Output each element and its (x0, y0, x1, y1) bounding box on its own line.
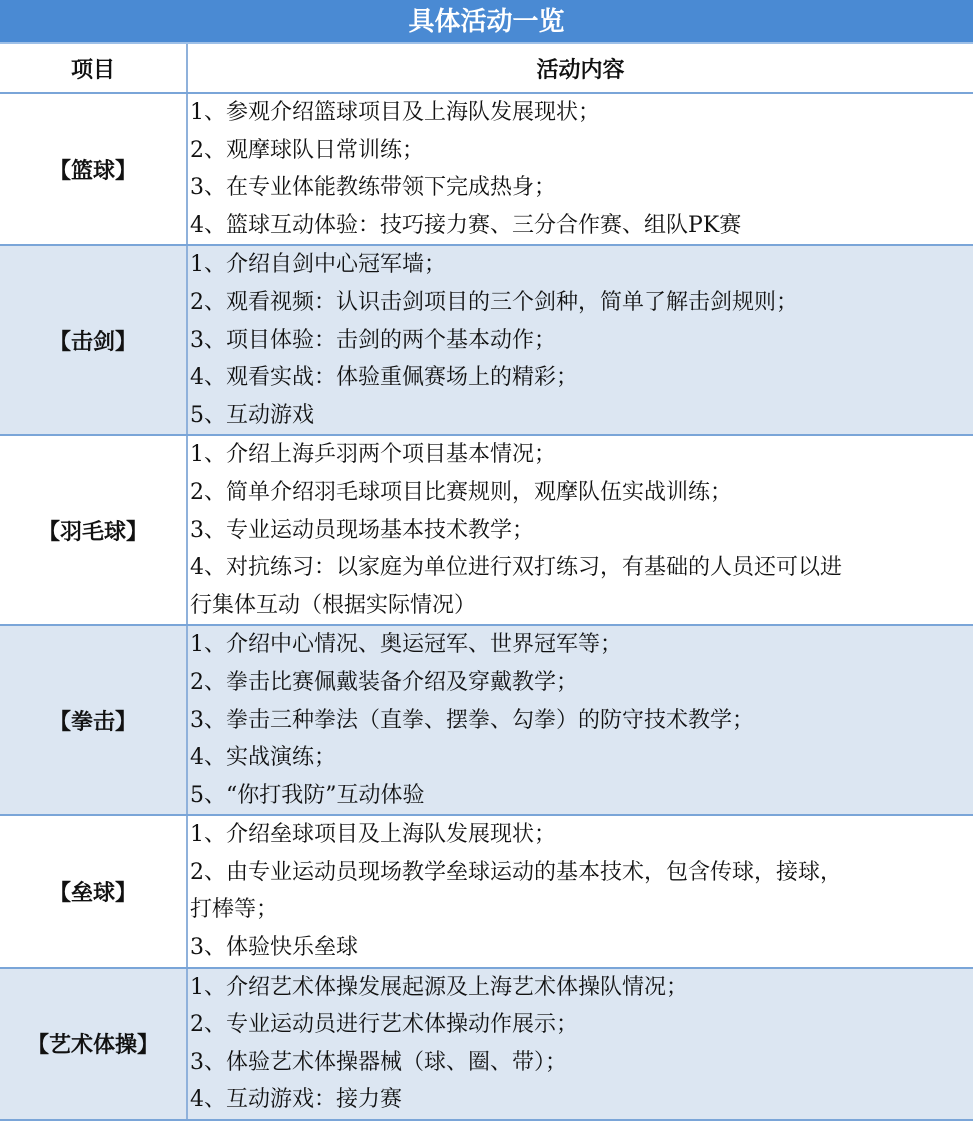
table-header (0, 44, 973, 94)
activity-line: 3、项目体验：击剑的两个基本动作； (190, 327, 556, 353)
activity-line: 5、互动游戏 (190, 402, 314, 428)
activity-line: 4、篮球互动体验：技巧接力赛、三分合作赛、组队PK赛 (190, 212, 742, 238)
activity-line: 4、实战演练； (190, 745, 336, 771)
project-name: 【艺术体操】 (0, 969, 188, 1119)
activity-content (188, 246, 973, 434)
activity-line: 2、拳击比赛佩戴装备介绍及穿戴教学； (190, 669, 578, 695)
table-row (0, 94, 973, 246)
activity-line: 4、互动游戏：接力赛 (190, 1087, 402, 1113)
activity-line: 1、参观介绍篮球项目及上海队发展现状； (190, 100, 600, 125)
activity-line: 2、专业运动员进行艺术体操动作展示； (190, 1012, 578, 1038)
activity-line: 1、介绍自剑中心冠军墙； (190, 252, 446, 278)
activity-line: 3、体验快乐垒球 (190, 935, 358, 961)
activity-line: 2、观摩球队日常训练； (190, 137, 424, 163)
activity-content (188, 436, 973, 624)
activity-line: 2、观看视频：认识击剑项目的三个剑种，简单了解击剑规则； (190, 289, 798, 315)
activity-line: 2、由专业运动员现场教学垒球运动的基本技术，包含传球，接球， (190, 859, 842, 885)
activity-line: 4、对抗练习：以家庭为单位进行双打练习，有基础的人员还可以进 (190, 555, 842, 581)
activity-line: 1、介绍上海乒羽两个项目基本情况； (190, 442, 556, 468)
activity-line: 5、“你打我防”互动体验 (190, 782, 425, 808)
header-content: 活动内容 (536, 57, 625, 83)
table-row (0, 626, 973, 816)
table-body (0, 94, 973, 1121)
activity-line: 4、观看实战：体验重佩赛场上的精彩； (190, 365, 578, 391)
activity-line: 3、拳击三种拳法（直拳、摆拳、勾拳）的防守技术教学； (190, 707, 754, 733)
table-row (0, 816, 973, 968)
activity-line: 3、体验艺术体操器械（球、圈、带）； (190, 1049, 567, 1075)
table-row (0, 969, 973, 1121)
header-project: 项目 (0, 44, 188, 92)
activity-line: 1、介绍垒球项目及上海队发展现状； (190, 822, 556, 848)
activity-content (188, 969, 973, 1119)
table-title: 具体活动一览 (0, 0, 973, 44)
activity-content (188, 94, 973, 244)
activity-line: 2、简单介绍羽毛球项目比赛规则，观摩队伍实战训练； (190, 479, 732, 505)
activity-content (188, 816, 973, 966)
activity-line: 3、在专业体能教练带领下完成热身； (190, 175, 556, 201)
project-name: 【拳击】 (0, 626, 188, 814)
activity-line: 打棒等； (190, 897, 279, 923)
table-row (0, 436, 973, 626)
activity-line: 3、专业运动员现场基本技术教学； (190, 517, 534, 543)
activity-line: 行集体互动（根据实际情况） (190, 592, 477, 618)
project-name: 【羽毛球】 (0, 436, 188, 624)
table-row (0, 246, 973, 436)
activity-line: 1、介绍艺术体操发展起源及上海艺术体操队情况； (190, 974, 688, 1000)
project-name: 【垒球】 (0, 816, 188, 966)
activity-content (188, 626, 973, 814)
activity-line: 1、介绍中心情况、奥运冠军、世界冠军等； (190, 632, 622, 658)
project-name: 【篮球】 (0, 94, 188, 244)
project-name: 【击剑】 (0, 246, 188, 434)
